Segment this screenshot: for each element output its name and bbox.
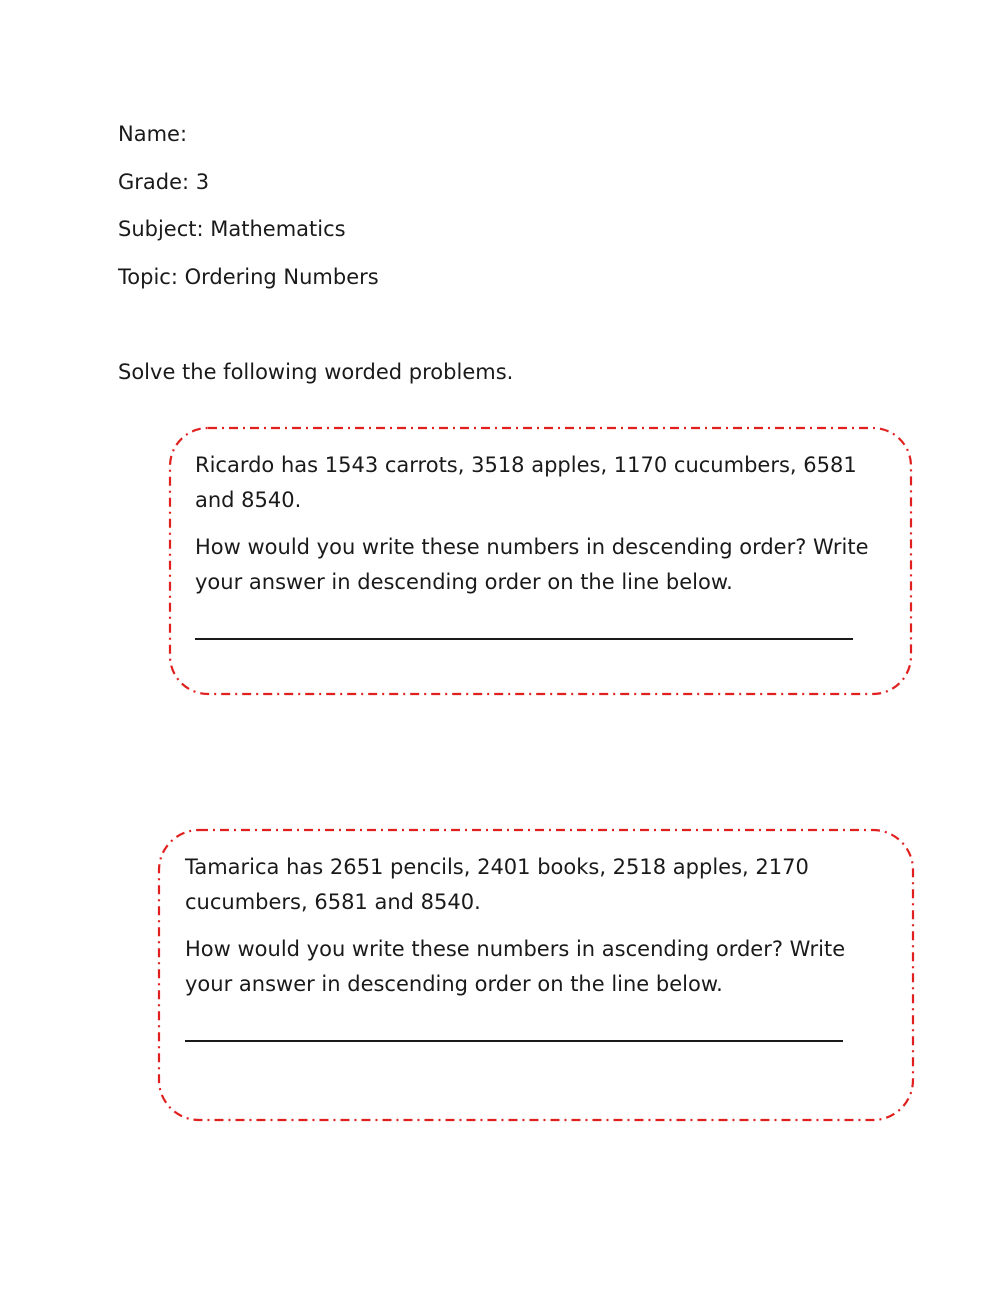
problem-1-statement-line-2: and 8540. <box>195 488 302 512</box>
problem-1-answer-line[interactable] <box>195 638 853 640</box>
problem-1-statement-line-1: Ricardo has 1543 carrots, 3518 apples, 1170 cucumbers, 6581 <box>195 453 857 477</box>
problem-2-statement-line-2: cucumbers, 6581 and 8540. <box>185 890 481 914</box>
subject-label: Subject: Mathematics <box>118 217 346 241</box>
problem-box-1 <box>168 426 913 696</box>
topic-label: Topic: Ordering Numbers <box>118 265 379 289</box>
name-label: Name: <box>118 122 188 146</box>
problem-2-question-line-1: How would you write these numbers in ascending order? Write <box>185 937 846 961</box>
grade-label: Grade: 3 <box>118 170 210 194</box>
problem-2-answer-line[interactable] <box>185 1040 843 1042</box>
problem-1-question-line-1: How would you write these numbers in descending order? Write <box>195 535 869 559</box>
instructions: Solve the following worded problems. <box>118 360 514 384</box>
problem-1-question-line-2: your answer in descending order on the line below. <box>195 570 733 594</box>
problem-2-statement-line-1: Tamarica has 2651 pencils, 2401 books, 2518 apples, 2170 <box>185 855 809 879</box>
problem-2-question-line-2: your answer in descending order on the line below. <box>185 972 723 996</box>
problem-box-2 <box>157 828 915 1122</box>
